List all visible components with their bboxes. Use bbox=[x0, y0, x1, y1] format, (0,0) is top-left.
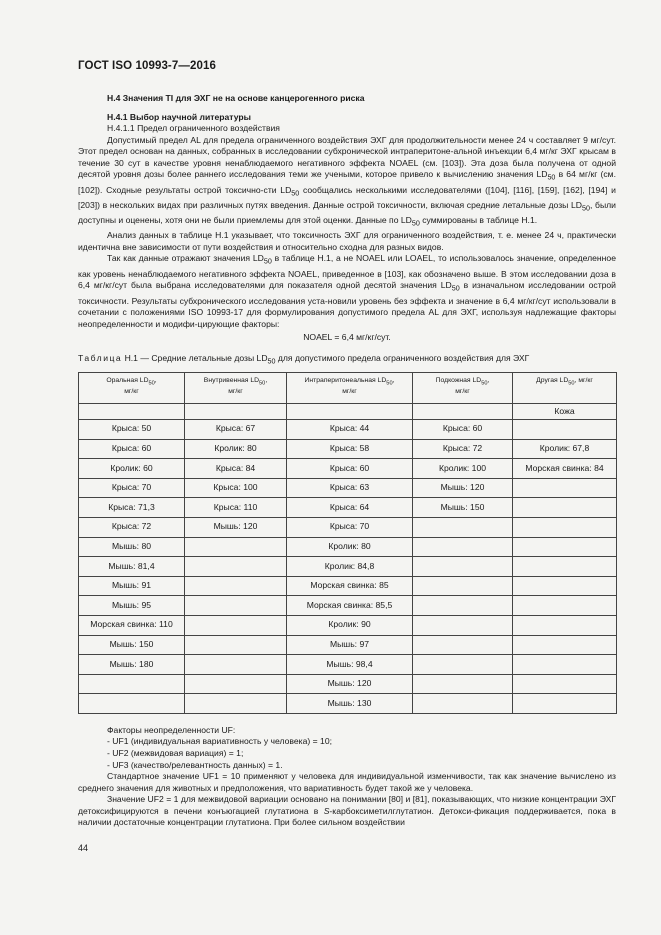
table-cell: Мышь: 80 bbox=[79, 537, 185, 557]
table-cell bbox=[513, 498, 617, 518]
table-cell: Морская свинка: 85 bbox=[287, 576, 413, 596]
page-number: 44 bbox=[78, 843, 89, 853]
table-cell bbox=[513, 537, 617, 557]
table-cell: Кролик: 90 bbox=[287, 615, 413, 635]
table-cell bbox=[513, 478, 617, 498]
table-cell bbox=[513, 557, 617, 577]
table-cell: Крыса: 63 bbox=[287, 478, 413, 498]
table-cell: Мышь: 120 bbox=[287, 674, 413, 694]
table-cell: Кролик: 100 bbox=[413, 459, 513, 479]
table-cell bbox=[413, 694, 513, 714]
table-cell: Крыса: 110 bbox=[185, 498, 287, 518]
table-cell: Мышь: 91 bbox=[79, 576, 185, 596]
table-cell: Крыса: 44 bbox=[287, 419, 413, 439]
table-cell: Кролик: 80 bbox=[287, 537, 413, 557]
column-header-other: Другая $LD_{50}$, мг/кг bbox=[513, 372, 617, 403]
table-cell bbox=[185, 596, 287, 616]
table-cell: Мышь: 98,4 bbox=[287, 655, 413, 675]
column-header-intravenous: Внутривенная $LD_{50}$, мг/кг bbox=[185, 372, 287, 403]
document-body bbox=[78, 93, 616, 829]
table-cell: Крыса: 100 bbox=[185, 478, 287, 498]
table-cell bbox=[185, 635, 287, 655]
table-cell: Крыса: 60 bbox=[413, 419, 513, 439]
ld50-table bbox=[78, 372, 617, 714]
noael-formula: NOAEL = 6,4 мг/кг/сут. bbox=[303, 332, 391, 343]
table-cell bbox=[413, 615, 513, 635]
table-cell bbox=[513, 615, 617, 635]
section-heading-h41: Н.4.1 Выбор научной литературы bbox=[107, 111, 251, 122]
uf3-item: - UF3 (качество/релевантность данных) = 1. bbox=[107, 759, 283, 770]
table-row bbox=[79, 478, 617, 498]
table-cell bbox=[513, 576, 617, 596]
table-cell: Мышь: 120 bbox=[185, 517, 287, 537]
table-cell: Крыса: 72 bbox=[413, 439, 513, 459]
table-cell: Кролик: 60 bbox=[79, 459, 185, 479]
table-header-row bbox=[79, 372, 617, 403]
table-row bbox=[79, 576, 617, 596]
table-cell: Кролик: 67,8 bbox=[513, 439, 617, 459]
table-cell: Крыса: 70 bbox=[79, 478, 185, 498]
table-cell bbox=[413, 517, 513, 537]
table-cell bbox=[413, 635, 513, 655]
table-cell-other-route: Кожа bbox=[513, 403, 617, 419]
table-cell bbox=[185, 537, 287, 557]
table-cell: Крыса: 84 bbox=[185, 459, 287, 479]
paragraph-1: Допустимый предел AL для предела ограниченного воздействия ЭХГ для продолжительности менее 24 ч составляет 9 мг/сут. Этот предел основан на данных, собранных в исследовании субхронической интраперитоне-альной инъекции 6,4 мг/кг ЭХГ крысам в течение 30 сут в качестве уровня ненаблюдаемого негативного эффекта NOAEL (см. [103]). Эта доза была получена от одной десятой уровня дозы более раннего исследования теми же учеными, которое привело к вычислению значения $LD_{50}$ в 64 мг/кг (см. [102]). Сходные результаты острой токсично-сти $LD_{50}$ сообщались несколькими исследователями ([104], [116], [159], [162], [194] и [203]) в нескольких видах при различных путях введения. Данные острой токсичности, включая средние летальные дозы $LD_{50}$, были доступны и оценены, хотя они не были приемлемы для этой оценки. Данные по $LD_{50}$ суммированы в таблице Н.1. bbox=[78, 134, 616, 228]
table-cell: Крыса: 64 bbox=[287, 498, 413, 518]
table-cell: Мышь: 180 bbox=[79, 655, 185, 675]
table-cell bbox=[185, 694, 287, 714]
table-cell: Мышь: 97 bbox=[287, 635, 413, 655]
standard-header: ГОСТ ISO 10993-7—2016 bbox=[78, 60, 216, 72]
table-row bbox=[79, 498, 617, 518]
table-cell: Мышь: 81,4 bbox=[79, 557, 185, 577]
table-cell: Кролик: 80 bbox=[185, 439, 287, 459]
table-cell: Мышь: 95 bbox=[79, 596, 185, 616]
table-cell: Крыса: 58 bbox=[287, 439, 413, 459]
table-cell bbox=[413, 403, 513, 419]
section-heading-h411: Н.4.1.1 Предел ограниченного воздействия bbox=[107, 123, 280, 134]
table-cell bbox=[185, 576, 287, 596]
column-header-subcutaneous: Подкожная $LD_{50}$, мг/кг bbox=[413, 372, 513, 403]
table-cell: Мышь: 150 bbox=[413, 498, 513, 518]
table-cell bbox=[413, 576, 513, 596]
table-cell bbox=[413, 674, 513, 694]
uncertainty-factors bbox=[78, 725, 616, 829]
table-cell: Морская свинка: 84 bbox=[513, 459, 617, 479]
table-row bbox=[79, 694, 617, 714]
table-cell: Крыса: 60 bbox=[287, 459, 413, 479]
table-row bbox=[79, 459, 617, 479]
table-row bbox=[79, 674, 617, 694]
paragraph-4: Стандартное значение UF1 = 10 применяют у человека для индивидуальной изменчивости, так как значение вычислено из среднего значения для животных и предположения, что вариативность будет такой же у человека. bbox=[78, 771, 616, 793]
paragraph-2: Анализ данных в таблице Н.1 указывает, что токсичность ЭХГ для ограниченного воздействия, т. е. менее 24 ч, практически идентична вне зависимости от пути воздействия и относительно сходна для разных видов. bbox=[78, 230, 616, 252]
uf2-item: - UF2 (межвидовая вариация) = 1; bbox=[107, 747, 244, 758]
table-cell bbox=[185, 655, 287, 675]
table-cell bbox=[413, 557, 513, 577]
table-cell bbox=[79, 694, 185, 714]
table-cell: Крыса: 67 bbox=[185, 419, 287, 439]
uf-intro: Факторы неопределенности UF: bbox=[107, 724, 236, 735]
table-row bbox=[79, 655, 617, 675]
table-cell bbox=[513, 674, 617, 694]
table-cell bbox=[185, 403, 287, 419]
table-cell: Крыса: 71,3 bbox=[79, 498, 185, 518]
table-row bbox=[79, 419, 617, 439]
table-row bbox=[79, 557, 617, 577]
table-row bbox=[79, 615, 617, 635]
table-row bbox=[79, 439, 617, 459]
paragraph-5: Значение UF2 = 1 для межвидовой вариации основано на понимании [80] и [81], показывающих, что низкие концентрации ЭХГ детоксифицируются в печени конъюгацией глутатиона в S-карбоксиметилглутатион. Детокси-фикация поддерживается, пока в наличии достаточные концентрации глутатиона. При более сильном воздействии bbox=[78, 794, 616, 828]
uf1-item: - UF1 (индивидуальная вариативность у человека) = 10; bbox=[107, 736, 332, 747]
section-heading-h4: Н.4 Значения TI для ЭХГ не на основе канцерогенного риска bbox=[107, 93, 365, 103]
table-cell: Крыса: 50 bbox=[79, 419, 185, 439]
table-cell bbox=[185, 674, 287, 694]
table-row bbox=[79, 537, 617, 557]
table-row bbox=[79, 517, 617, 537]
table-cell bbox=[185, 557, 287, 577]
table-caption: Таблица Н.1 — Средние летальные дозы $LD_{50}$ для допустимого предела ограниченного воздействия для ЭХГ bbox=[78, 352, 530, 366]
table-cell bbox=[513, 419, 617, 439]
table-cell: Мышь: 130 bbox=[287, 694, 413, 714]
table-row bbox=[79, 403, 617, 419]
table-cell bbox=[413, 537, 513, 557]
table-cell bbox=[413, 655, 513, 675]
table-cell bbox=[513, 517, 617, 537]
column-header-intraperitoneal: Интраперитонеальная $LD_{50}$, мг/кг bbox=[287, 372, 413, 403]
table-cell bbox=[79, 403, 185, 419]
table-cell: Крыса: 60 bbox=[79, 439, 185, 459]
table-cell: Кролик: 84,8 bbox=[287, 557, 413, 577]
table-cell: Морская свинка: 85,5 bbox=[287, 596, 413, 616]
table-cell bbox=[513, 635, 617, 655]
column-header-oral: Оральная $LD_{50}$, мг/кг bbox=[79, 372, 185, 403]
table-cell bbox=[513, 694, 617, 714]
table-cell: Морская свинка: 110 bbox=[79, 615, 185, 635]
table-row bbox=[79, 596, 617, 616]
paragraph-3: Так как данные отражают значения $LD_{50}$ в таблице Н.1, а не NOAEL или LOAEL, то использовалось значение, определенное как уровень ненаблюдаемого негативного эффекта NOAEL, приведенное в [103], как обозначено выше. В этом исследовании доза в 6,4 мг/кг/сут была выбрана исследователями для показателя одной десятой значения $LD_{50}$ в изначальном исследовании острой токсичности. Результаты субхронического исследования уста-новили уровень без эффекта и значение в 6,4 мг/кг/сут использовали в сочетании с положениями ISO 10993-17 для формулирования допустимого предела AL для ЭХГ, используя надлежащие факторы неопределенности и модифи-цирующие факторы: bbox=[78, 253, 616, 329]
table-cell bbox=[79, 674, 185, 694]
table-cell: Мышь: 120 bbox=[413, 478, 513, 498]
table-cell bbox=[513, 655, 617, 675]
table-cell bbox=[185, 615, 287, 635]
table-cell: Крыса: 70 bbox=[287, 517, 413, 537]
table-cell: Крыса: 72 bbox=[79, 517, 185, 537]
table-row bbox=[79, 635, 617, 655]
table-cell bbox=[287, 403, 413, 419]
table-cell bbox=[413, 596, 513, 616]
table-cell bbox=[513, 596, 617, 616]
table-cell: Мышь: 150 bbox=[79, 635, 185, 655]
